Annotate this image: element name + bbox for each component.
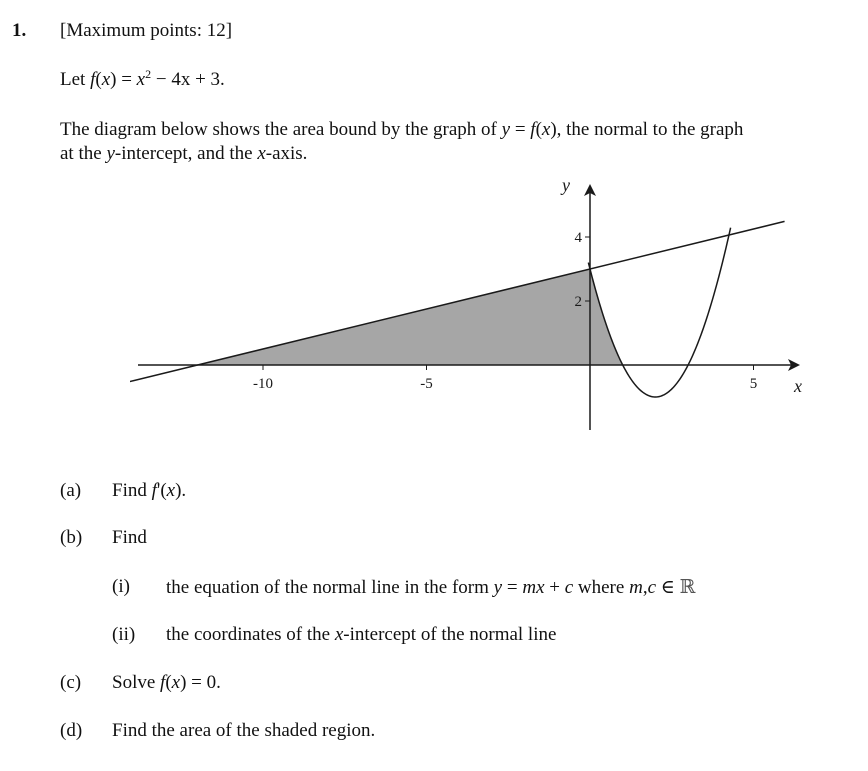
let-text: Let	[60, 69, 91, 90]
bi-eq: =	[502, 577, 523, 598]
y-tick-label: 4	[574, 230, 582, 246]
intro-text-2c: -axis.	[265, 143, 308, 164]
part-c-x: x	[171, 672, 181, 693]
bi-in: ∈	[656, 577, 680, 598]
intro-text-1a: The diagram below shows the area bound by the graph of	[60, 119, 502, 140]
part-c-solve: Solve	[112, 672, 161, 693]
x-tick-label: -5	[420, 376, 433, 392]
x-axis-label: x	[794, 376, 802, 396]
bii-text1: the coordinates of the	[166, 624, 335, 645]
part-c-label: (c)	[60, 672, 82, 693]
parabola-curve	[588, 228, 730, 397]
part-a-close: ).	[175, 480, 187, 501]
intro-eq: =	[510, 119, 531, 140]
exponent: 2	[145, 67, 152, 81]
rparen-eq: ) =	[110, 69, 137, 90]
bii-text2: -intercept of the normal line	[343, 624, 557, 645]
part-a-text	[112, 480, 186, 502]
bi-x: x	[536, 577, 545, 598]
shaded-region	[198, 269, 623, 365]
intro-x2: x	[257, 143, 266, 164]
lparen: (	[95, 69, 102, 90]
bi-y: y	[493, 577, 503, 598]
part-a-x: x	[166, 480, 176, 501]
intro-text-2b: -intercept, and the	[114, 143, 258, 164]
part-c-close: ) = 0.	[180, 672, 221, 693]
intro-open: (	[535, 119, 542, 140]
graph-figure	[130, 172, 820, 437]
bi-text: the equation of the normal line in the form	[166, 577, 494, 598]
intro-x: x	[541, 119, 551, 140]
part-a-prime: '	[156, 480, 161, 501]
part-b-i-text	[166, 576, 695, 599]
part-c-open: (	[165, 672, 172, 693]
y-tick-label: 2	[574, 294, 582, 310]
intro-line-1	[60, 119, 743, 141]
bi-c2: c	[647, 577, 656, 598]
part-a-label: (a)	[60, 480, 82, 501]
function-definition	[60, 69, 225, 91]
bi-c: c	[564, 577, 574, 598]
intro-y: y	[501, 119, 511, 140]
part-d-text: Find the area of the shaded region.	[112, 720, 376, 741]
bi-where: where	[573, 577, 630, 598]
bi-m2: m	[629, 577, 643, 598]
part-b-label: (b)	[60, 527, 83, 548]
part-a-find: Find	[112, 480, 152, 501]
x-tick-label: 5	[749, 376, 758, 392]
f-symbol: f	[90, 69, 96, 90]
max-points: [Maximum points: 12]	[60, 20, 233, 41]
bi-m: m	[522, 577, 537, 598]
y-axis-label: y	[562, 175, 570, 195]
x-symbol: x	[101, 69, 111, 90]
part-c-text	[112, 672, 221, 694]
part-b-text: Find	[112, 527, 147, 548]
intro-f: f	[530, 119, 536, 140]
part-d-label: (d)	[60, 720, 83, 741]
part-a-open: (	[160, 480, 167, 501]
bi-plus: +	[544, 577, 565, 598]
part-b-i-label: (i)	[112, 576, 130, 597]
bii-x: x	[334, 624, 344, 645]
x-symbol-2: x	[136, 69, 146, 90]
function-rest: − 4x + 3.	[151, 69, 225, 90]
part-b-ii-text	[166, 624, 556, 646]
part-c-f: f	[160, 672, 166, 693]
intro-y2: y	[106, 143, 115, 164]
x-tick-label: -10	[253, 376, 273, 392]
part-a-f: f	[151, 480, 157, 501]
intro-text-1b: ), the normal to the graph	[550, 119, 744, 140]
bi-comma: ,	[642, 577, 648, 598]
bi-reals: ℝ	[679, 577, 696, 598]
intro-line-2	[60, 143, 307, 165]
x-ticks	[253, 365, 757, 392]
question-number: 1.	[12, 20, 27, 41]
part-b-ii-label: (ii)	[112, 624, 136, 645]
intro-text-2a: at the	[60, 143, 107, 164]
